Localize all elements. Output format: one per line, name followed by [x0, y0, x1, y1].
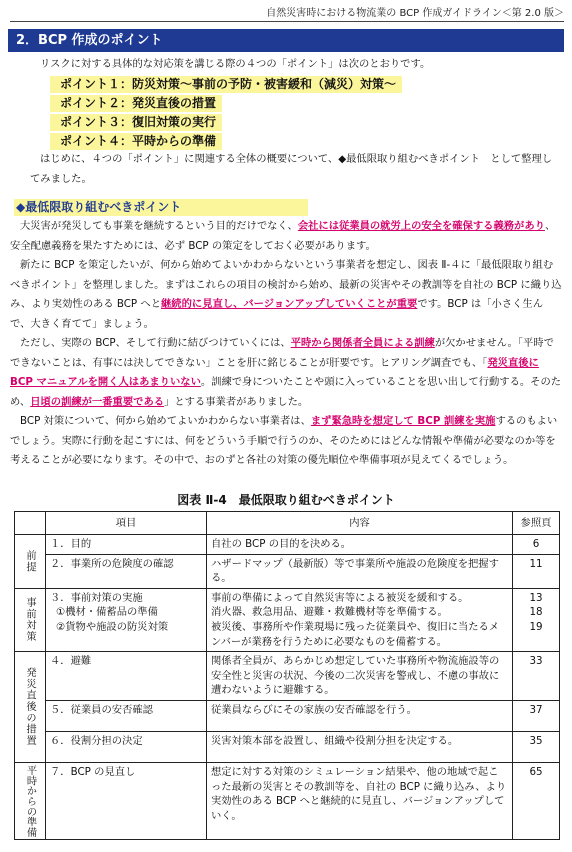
figure-caption: 図表 Ⅱ-4 最低限取り組むべきポイント: [177, 493, 395, 507]
table-row: [15, 588, 560, 651]
p4-emphasis: まず緊急時を想定して BCP 訓練を実施: [310, 415, 496, 427]
p3-text-c: が欠かせません。「平時でできないことは、有事には決してできない」ことを肝に銘じることが肝要です。ヒアリング調査でも、「: [10, 337, 554, 369]
intro-text: リスクに対する具体的な対応策を講じる際の４つの「ポイント」は次のとおりです。: [40, 58, 431, 70]
category-premise: [15, 535, 46, 589]
document-header: 自然災害時における物流業の BCP 作成ガイドライン＜第 2.0 版＞: [266, 8, 564, 19]
row-page: 6: [513, 535, 560, 555]
point-2: ポイント２：発災直後の措置: [50, 95, 222, 112]
header-divider: [10, 21, 564, 22]
header-item: 項目: [46, 512, 207, 535]
row-page: 33: [513, 652, 560, 701]
category-label: 前提: [24, 550, 36, 573]
row-page-line: 19: [529, 620, 543, 633]
row-content: 災害対策本部を設置し、組織や役割分担を決定する。: [207, 731, 513, 762]
row-content-line: 消火器、救急用品、避難・救難機材等を準備する。: [211, 606, 448, 619]
table-header-row: [15, 512, 560, 535]
row-page-line: 13: [529, 591, 543, 604]
subsection-title: ◆最低限取り組むべきポイント: [14, 199, 308, 216]
p1-text-c: 、安全配慮義務を果たすためには、必ず BCP の策定をしておく必要があります。: [10, 220, 556, 252]
row-content: 従業員ならびにその家族の安否確認を行う。: [207, 700, 513, 731]
p3-emphasis-2: 発災直後に BCP マニュアルを開く人はあまりいない: [10, 356, 539, 388]
row-item: ７．BCP の見直し: [46, 762, 207, 839]
paragraph-4: [10, 412, 562, 471]
row-item: ４．避難: [46, 652, 207, 701]
p3-text-a: ただし、実際の BCP、そして行動に結びつけていくには、: [20, 337, 291, 349]
row-page: 11: [513, 554, 560, 588]
p3-emphasis-1: 平時から関係者全員による訓練: [290, 337, 435, 349]
table-row: [15, 731, 560, 762]
p2-text-a: 新たに BCP を策定したいが、何から始めてよいかわからないという事業者を想定し、図表 Ⅱ-４に「最低限取り組むべきポイント」を整理しました。まずはこれらの項目の検討から始め、最新の災害やその教訓等を自社の BCP に織り込み、より実効性のある BCP へと: [10, 259, 562, 310]
category-peacetime: [15, 762, 46, 839]
row-content: 想定に対する対策のシミュレーション結果や、他の地域で起こった最新の災害とその教訓等を、自社の BCP に織り込み、より実効性のある BCP へと継続的に見直し、バージョンアップしていく。: [207, 762, 513, 839]
p2-emphasis: 継続的に見直し、バージョンアップしていくことが重要: [161, 298, 418, 310]
table-row: [15, 652, 560, 701]
header-blank: [15, 512, 46, 535]
row-content: 関係者全員が、あらかじめ想定していた事務所や物流施設等の安全性と災害の状況、今後の二次災害を警戒し、不慮の事故に遭わないように避難する。: [207, 652, 513, 701]
p4-text-c: するのもよいでしょう。実際に行動を起こすには、何をどういう手順で行うのか、そのためにはどんな情報や準備が必要なのか等を考えることが必要になります。その中で、おのずと各社の対策の優先順位や準備事項が見えてくるでしょう。: [10, 415, 558, 466]
point-3: ポイント３：復旧対策の実行: [50, 114, 222, 131]
row-content-line: 事前の準備によって自然災害等による被災を緩和する。: [211, 591, 469, 604]
row-page: [513, 588, 560, 651]
section-title: 2．BCP 作成のポイント: [8, 29, 564, 52]
paragraph-1: [10, 217, 562, 256]
p1-text-a: 大災害が発災しても事業を継続するという目的だけでなく、: [20, 220, 298, 232]
row-item: ５．従業員の安否確認: [46, 700, 207, 731]
category-preparation: [15, 588, 46, 651]
table-row: [15, 762, 560, 839]
category-label: 事前対策: [24, 597, 36, 643]
category-immediate: [15, 652, 46, 763]
point-4: ポイント４：平時からの準備: [50, 133, 222, 150]
row-page: 65: [513, 762, 560, 839]
row-page-line: 18: [529, 606, 543, 619]
p3-text-e: 。訓練で身についたことや頭に入っていることを思い出して行動する。そのため、: [10, 376, 562, 408]
row-item-line: ②貨物や施設の防災対策: [56, 620, 169, 633]
p3-emphasis-3: 日頃の訓練が一番重要である: [30, 395, 165, 408]
row-item: [46, 588, 207, 651]
p1-emphasis: 会社には従業員の就労上の安全を確保する義務があり: [297, 220, 545, 232]
p3-text-g: 」とする事業者がありました。: [164, 395, 309, 408]
row-item-line: ３．事前対策の実施: [50, 591, 143, 604]
header-page: 参照頁: [513, 512, 560, 535]
row-content: [207, 588, 513, 651]
p2-text-c: です。BCP は「小さく生んで、大きく育てて」ましょう。: [10, 298, 544, 330]
row-item-line: ①機材・備蓄品の準備: [56, 606, 158, 619]
row-page: 37: [513, 700, 560, 731]
p4-text-a: BCP 対策について、何から始めてよいかわからない事業者は、: [20, 415, 311, 427]
paragraph-2: [10, 256, 562, 334]
points-table: [14, 511, 560, 840]
row-item: １．目的: [46, 535, 207, 555]
category-label: 平時からの準備: [24, 764, 37, 838]
row-content: ハザードマップ（最新版）等で事業所や施設の危険度を把握する。: [207, 554, 513, 588]
table-row: [15, 700, 560, 731]
header-content: 内容: [207, 512, 513, 535]
paragraph-3: [10, 334, 562, 412]
row-item: ２．事業所の危険度の確認: [46, 554, 207, 588]
row-item: ６．役割分担の決定: [46, 731, 207, 762]
row-content-line: 被災後、事務所や作業現場に残った従業員や、復旧に当たるメンバーが業務を行うために必要なものを備蓄する。: [211, 620, 500, 648]
table-row: [15, 554, 560, 588]
summary-text: はじめに、４つの「ポイント」に関連する全体の概要について、◆最低限取り組むべきポイント として整理してみました。: [30, 153, 553, 185]
table-row: [15, 535, 560, 555]
category-label: 発災直後の措置: [24, 667, 36, 747]
row-content: 自社の BCP の目的を決める。: [207, 535, 513, 555]
point-1: ポイント１：防災対策～事前の予防・被害緩和（減災）対策～: [50, 76, 402, 93]
row-page: 35: [513, 731, 560, 762]
